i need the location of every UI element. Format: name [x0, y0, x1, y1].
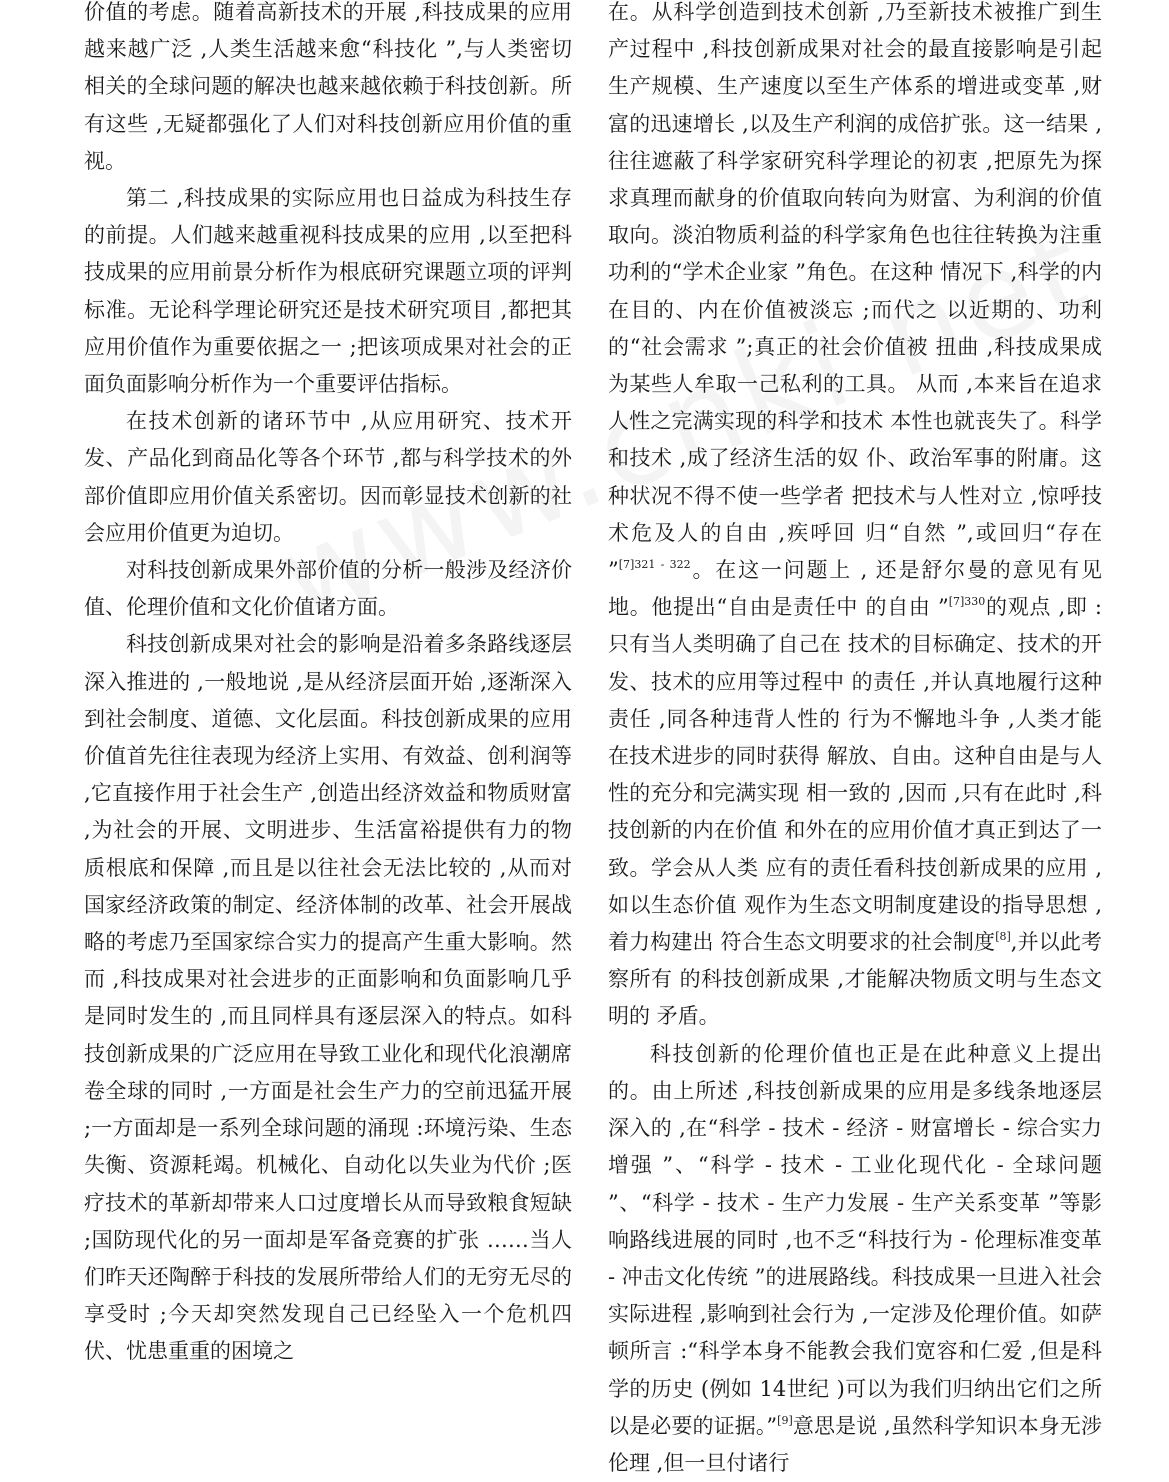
paragraph — [608, 0, 1102, 1036]
text-run: 在。从科学创造到技术创新 ,乃至新技术被推广到生产过程中 ,科技创新成果对社会的最直接影响是引起生产规模、生产速度以至生产体系的增进或变革 ,财富的迅速增长 ,以及生产利润的成倍扩张。这一结果 ,往往遮蔽了科学家研究科学理论的初衷 ,把原先为探求真理而献身的价值取向转向为财富、为利润的价值取向。淡泊物质利益的科学家角色也往往转换为注重功利的“学术企业家 ”角色。在这种 情况下 ,科学的内在目的、内在价值被淡忘 ;而代之 以近期的、功利的“社会需求 ”;真正的社会价值被 扭曲 ,科技成果成为某些人牟取一己私利的工具。 从而 ,本来旨在追求人性之完满实现的科学和技术 本性也就丧失了。科学和技术 ,成了经济生活的奴 仆、政治军事的附庸。这种状况不得不使一些学者 把技术与人性对立 ,惊呼技术危及人的自由 ,疾呼回 归“自然 ”,或回归“存在 ” — [608, 0, 1102, 583]
citation-ref: [8] — [995, 930, 1011, 944]
paragraph: 价值的考虑。随着高新技术的开展 ,科技成果的应用越来越广泛 ,人类生活越来愈“科技化 ”,与人类密切相关的全球问题的解决也越来越依赖于科技创新。所有这些 ,无疑都强化了人们对科技创新应用价值的重视。 — [84, 0, 572, 173]
left-column — [84, 0, 572, 1371]
right-column — [608, 0, 1102, 1482]
citation-ref: [7]330 — [948, 595, 986, 609]
paragraph: 对科技创新成果外部价值的分析一般涉及经济价值、伦理价值和文化价值诸方面。 — [84, 558, 572, 620]
citation-ref: [7]321 - 322 — [618, 558, 691, 572]
paragraph: 第二 ,科技成果的实际应用也日益成为科技生存的前提。人们越来越重视科技成果的应用 ,以至把科技成果的应用前景分析作为根底研究课题立项的评判标准。无论科学理论研究还是技术研究项目 ,都把其应用价值作为重要依据之一 ;把该项成果对社会的正面负面影响分析作为一个重要评估指标。 — [84, 186, 572, 397]
paragraph: 科技创新成果对社会的影响是沿着多条路线逐层深入推进的 ,一般地说 ,是从经济层面开始 ,逐渐深入到社会制度、道德、文化层面。科技创新成果的应用价值首先往往表现为经济上实用、有效益、创利润等 ,它直接作用于社会生产 ,创造出经济效益和物质财富 ,为社会的开展、文明进步、生活富裕提供有力的物质根底和保障 ,而且是以往社会无法比较的 ,从而对国家经济政策的制定、经济体制的改革、社会开展战略的考虑乃至国家综合实力的提高产生重大影响。然而 ,科技成果对社会进步的正面影响和负面影响几乎是同时发生的 ,而且同样具有逐层深入的特点。如科技创新成果的广泛应用在导致工业化和现代化浪潮席卷全球的同时 ,一方面是社会生产力的空前迅猛开展 ;一方面却是一系列全球问题的涌现 :环境污染、生态失衡、资源耗竭。机械化、自动化以失业为代价 ;医疗技术的革新却带来人口过度增长从而导致粮食短缺 ;国防现代化的另一面却是军备竞赛的扩张 ……当人们昨天还陶醉于科技的发展所带给人们的无穷无尽的享受时 ;今天却突然发现自己已经坠入一个危机四伏、忧患重重的困境之 — [84, 632, 572, 1364]
text-run: 。在这一问题上 , 还是舒尔曼的意见有见地。他提出“自由是责任中 的自由 ” — [608, 558, 1102, 620]
citation-ref: [9] — [777, 1413, 793, 1427]
paragraph — [608, 1036, 1102, 1482]
text-run: 科技创新的伦理价值也正是在此种意义上提出的。由上所述 ,科技创新成果的应用是多线条地逐层深入的 ,在“科学 - 技术 - 经济 - 财富增长 - 综合实力增强 ”、“科学 - 技术 - 工业化现代化 - 全球问题 ”、“科学 - 技术 - 生产力发展 - 生产关系变革 ”等影响路线进展的同时 ,也不乏“科技行为 - 伦理标准变革 - 冲击文化传统 ”的进展路线。科技成果一旦进入社会实际进程 ,影响到社会行为 ,一定涉及伦理价值。如萨顿所言 :“科学本身不能教会我们宽容和仁爱 ,但是科学的历史 (例如 14世纪 )可以为我们归纳出它们之所以是必要的证据。” — [608, 1041, 1102, 1438]
text-run: 意思是说 ,虽然科学知识本身无涉伦理 ,但一旦付诸行 — [608, 1413, 1102, 1475]
text-run: 的观点 ,即 :只有当人类明确了自己在 技术的目标确定、技术的开发、技术的应用等过程中 的责任 ,并认真地履行这种责任 ,同各种违背人性的 行为不懈地斗争 ,人类才能在技术进步的同时获得 解放、自由。这种自由是与人性的充分和完满实现 相一致的 ,因而 ,只有在此时 ,科技创新的内在价值 和外在的应用价值才真正到达了一致。学会从人类 应有的责任看科技创新成果的应用 ,如以生态价值 观作为生态文明制度建设的指导思想 ,着力构建出 符合生态文明要求的社会制度 — [608, 595, 1102, 955]
text-run: ,并以此考察所有 的科技创新成果 ,才能解决物质文明与生态文明的 矛盾。 — [608, 930, 1102, 1029]
paragraph: 在技术创新的诸环节中 ,从应用研究、技术开发、产品化到商品化等各个环节 ,都与科学技术的外部价值即应用价值关系密切。因而彰显技术创新的社会应用价值更为迫切。 — [84, 409, 572, 545]
